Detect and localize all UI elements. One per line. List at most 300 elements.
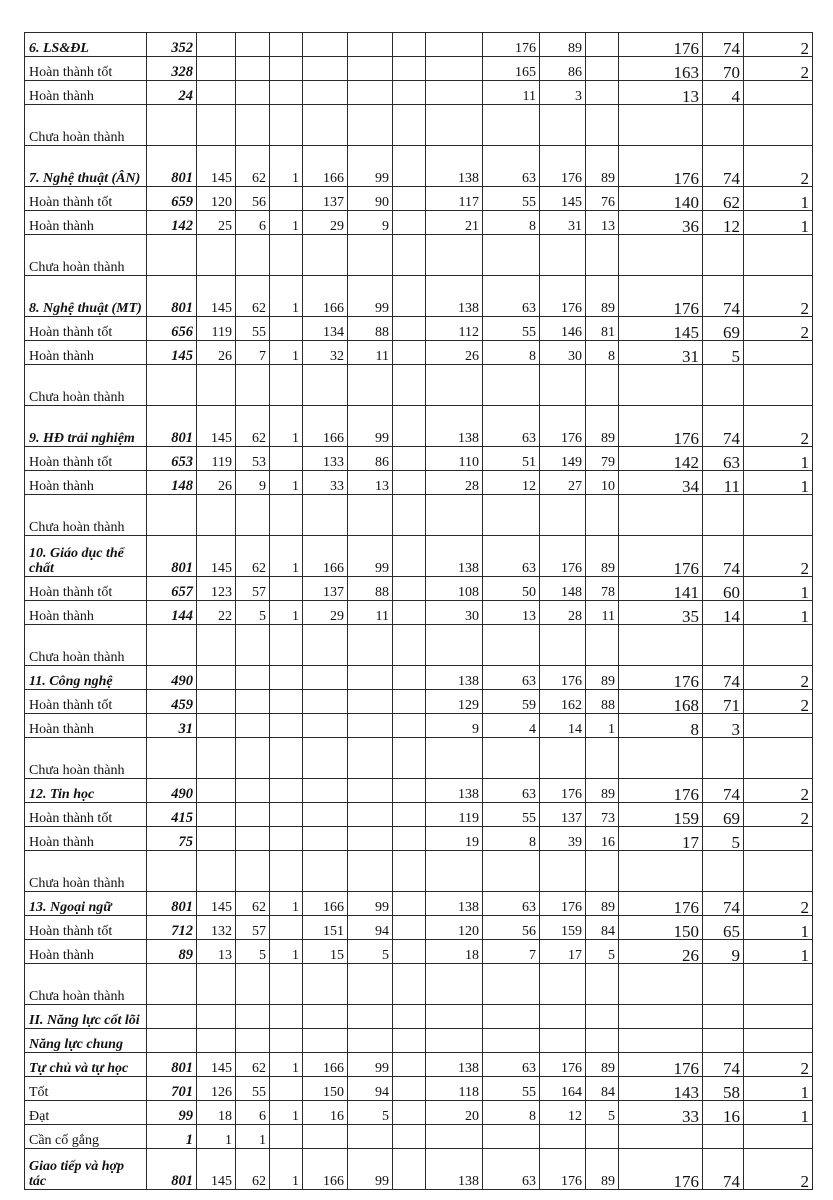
total-cell [147, 495, 197, 536]
value-cell [393, 365, 426, 406]
total-cell: 701 [147, 1077, 197, 1101]
table-row [25, 714, 813, 738]
table-row [25, 1125, 813, 1149]
value-cell [586, 1125, 619, 1149]
total-cell: 75 [147, 827, 197, 851]
value-cell [483, 1125, 540, 1149]
value-cell [348, 738, 393, 779]
value-cell: 11 [703, 471, 744, 495]
value-cell: 1 [236, 1125, 270, 1149]
total-cell [147, 738, 197, 779]
value-cell [744, 105, 813, 146]
value-cell [619, 365, 703, 406]
table-row [25, 447, 813, 471]
row-label: Đạt [25, 1101, 147, 1125]
table-row [25, 738, 813, 779]
value-cell: 1 [270, 146, 303, 187]
table-row [25, 146, 813, 187]
value-cell: 2 [744, 57, 813, 81]
value-cell: 7 [236, 341, 270, 365]
value-cell: 146 [540, 317, 586, 341]
value-cell: 1 [270, 276, 303, 317]
value-cell [303, 365, 348, 406]
value-cell: 78 [586, 577, 619, 601]
value-cell [393, 317, 426, 341]
value-cell [744, 235, 813, 276]
value-cell: 176 [619, 33, 703, 57]
value-cell [270, 105, 303, 146]
value-cell: 99 [348, 1149, 393, 1190]
value-cell [426, 1125, 483, 1149]
value-cell [393, 1029, 426, 1053]
value-cell: 76 [586, 187, 619, 211]
value-cell: 57 [236, 916, 270, 940]
value-cell [270, 1125, 303, 1149]
value-cell: 15 [303, 940, 348, 964]
value-cell: 99 [348, 146, 393, 187]
value-cell: 1 [744, 187, 813, 211]
value-cell: 88 [348, 577, 393, 601]
value-cell [236, 1005, 270, 1029]
value-cell: 119 [426, 803, 483, 827]
value-cell: 6 [236, 1101, 270, 1125]
value-cell [270, 57, 303, 81]
value-cell [236, 964, 270, 1005]
value-cell: 32 [303, 341, 348, 365]
value-cell [270, 916, 303, 940]
value-cell: 31 [619, 341, 703, 365]
value-cell: 166 [303, 1053, 348, 1077]
value-cell: 1 [270, 1053, 303, 1077]
row-label: Hoàn thành [25, 714, 147, 738]
table-row [25, 1101, 813, 1125]
row-label: 8. Nghệ thuật (MT) [25, 276, 147, 317]
value-cell: 108 [426, 577, 483, 601]
value-cell [703, 1005, 744, 1029]
value-cell: 141 [619, 577, 703, 601]
value-cell: 55 [483, 317, 540, 341]
table-row [25, 81, 813, 105]
value-cell [393, 471, 426, 495]
total-cell [147, 851, 197, 892]
value-cell [393, 1053, 426, 1077]
value-cell: 9 [426, 714, 483, 738]
value-cell [540, 851, 586, 892]
value-cell [393, 146, 426, 187]
total-cell: 99 [147, 1101, 197, 1125]
value-cell: 1 [744, 1077, 813, 1101]
value-cell: 1 [270, 601, 303, 625]
total-cell: 657 [147, 577, 197, 601]
value-cell [393, 341, 426, 365]
table-row [25, 940, 813, 964]
value-cell: 138 [426, 146, 483, 187]
value-cell: 56 [483, 916, 540, 940]
value-cell: 16 [703, 1101, 744, 1125]
value-cell: 162 [540, 690, 586, 714]
total-cell: 142 [147, 211, 197, 235]
value-cell: 13 [619, 81, 703, 105]
value-cell: 138 [426, 1149, 483, 1190]
value-cell: 119 [197, 317, 236, 341]
table-row [25, 964, 813, 1005]
value-cell [483, 105, 540, 146]
value-cell: 2 [744, 666, 813, 690]
value-cell: 176 [619, 276, 703, 317]
value-cell [236, 33, 270, 57]
value-cell [270, 317, 303, 341]
value-cell [426, 105, 483, 146]
value-cell: 74 [703, 536, 744, 577]
value-cell [303, 495, 348, 536]
value-cell [348, 666, 393, 690]
value-cell [236, 827, 270, 851]
value-cell: 145 [197, 1149, 236, 1190]
value-cell [303, 1029, 348, 1053]
value-cell: 138 [426, 1053, 483, 1077]
value-cell: 62 [236, 536, 270, 577]
value-cell [303, 690, 348, 714]
value-cell [703, 851, 744, 892]
value-cell [236, 666, 270, 690]
value-cell: 138 [426, 406, 483, 447]
value-cell [586, 57, 619, 81]
value-cell [197, 365, 236, 406]
value-cell: 30 [426, 601, 483, 625]
value-cell [703, 625, 744, 666]
table-row [25, 211, 813, 235]
value-cell [426, 851, 483, 892]
value-cell: 28 [426, 471, 483, 495]
value-cell: 56 [236, 187, 270, 211]
value-cell: 34 [619, 471, 703, 495]
value-cell: 163 [619, 57, 703, 81]
value-cell [393, 827, 426, 851]
value-cell [348, 851, 393, 892]
value-cell [348, 625, 393, 666]
value-cell: 55 [483, 803, 540, 827]
value-cell [270, 625, 303, 666]
value-cell: 13 [483, 601, 540, 625]
value-cell: 126 [197, 1077, 236, 1101]
value-cell: 11 [586, 601, 619, 625]
row-label: Chưa hoàn thành [25, 235, 147, 276]
value-cell: 74 [703, 406, 744, 447]
value-cell: 55 [483, 187, 540, 211]
value-cell: 60 [703, 577, 744, 601]
value-cell: 28 [540, 601, 586, 625]
value-cell [619, 105, 703, 146]
value-cell: 13 [586, 211, 619, 235]
value-cell: 1 [744, 211, 813, 235]
value-cell: 63 [483, 146, 540, 187]
value-cell: 168 [619, 690, 703, 714]
value-cell: 2 [744, 803, 813, 827]
row-label: II. Năng lực cốt lõi [25, 1005, 147, 1029]
value-cell: 2 [744, 1053, 813, 1077]
value-cell [426, 81, 483, 105]
value-cell [197, 738, 236, 779]
value-cell [197, 81, 236, 105]
value-cell: 142 [619, 447, 703, 471]
value-cell: 13 [197, 940, 236, 964]
value-cell: 1 [270, 536, 303, 577]
value-cell: 11 [483, 81, 540, 105]
value-cell: 31 [540, 211, 586, 235]
value-cell [744, 341, 813, 365]
value-cell: 21 [426, 211, 483, 235]
value-cell: 1 [744, 601, 813, 625]
row-label: Hoàn thành [25, 211, 147, 235]
value-cell: 17 [540, 940, 586, 964]
value-cell: 176 [619, 892, 703, 916]
value-cell: 176 [540, 536, 586, 577]
total-cell: 415 [147, 803, 197, 827]
value-cell: 129 [426, 690, 483, 714]
value-cell: 99 [348, 406, 393, 447]
value-cell [197, 803, 236, 827]
value-cell [393, 1125, 426, 1149]
value-cell [540, 625, 586, 666]
table-row [25, 1149, 813, 1190]
value-cell: 99 [348, 892, 393, 916]
value-cell: 62 [703, 187, 744, 211]
value-cell: 89 [586, 536, 619, 577]
total-cell: 328 [147, 57, 197, 81]
value-cell: 70 [703, 57, 744, 81]
value-cell [393, 276, 426, 317]
value-cell: 117 [426, 187, 483, 211]
value-cell: 137 [303, 577, 348, 601]
row-label: Năng lực chung [25, 1029, 147, 1053]
value-cell: 89 [586, 276, 619, 317]
value-cell [393, 495, 426, 536]
value-cell: 63 [483, 892, 540, 916]
value-cell: 74 [703, 146, 744, 187]
total-cell: 801 [147, 276, 197, 317]
value-cell: 145 [619, 317, 703, 341]
value-cell: 176 [540, 666, 586, 690]
value-cell: 11 [348, 341, 393, 365]
value-cell: 150 [619, 916, 703, 940]
value-cell: 11 [348, 601, 393, 625]
value-cell: 33 [619, 1101, 703, 1125]
value-cell [236, 690, 270, 714]
value-cell [744, 1125, 813, 1149]
value-cell: 5 [586, 1101, 619, 1125]
value-cell: 69 [703, 803, 744, 827]
total-cell: 145 [147, 341, 197, 365]
value-cell [270, 714, 303, 738]
value-cell [197, 851, 236, 892]
value-cell: 1 [270, 1149, 303, 1190]
value-cell [483, 365, 540, 406]
total-cell: 148 [147, 471, 197, 495]
value-cell [393, 916, 426, 940]
total-cell [147, 964, 197, 1005]
value-cell: 89 [586, 779, 619, 803]
value-cell: 58 [703, 1077, 744, 1101]
value-cell: 176 [619, 406, 703, 447]
table-row [25, 779, 813, 803]
value-cell: 8 [586, 341, 619, 365]
value-cell: 145 [197, 406, 236, 447]
value-cell: 1 [744, 916, 813, 940]
row-label: Chưa hoàn thành [25, 851, 147, 892]
value-cell: 88 [586, 690, 619, 714]
value-cell [540, 105, 586, 146]
row-label: Hoàn thành [25, 81, 147, 105]
value-cell [540, 1029, 586, 1053]
value-cell: 164 [540, 1077, 586, 1101]
value-cell: 89 [586, 1053, 619, 1077]
value-cell: 89 [540, 33, 586, 57]
table-row [25, 495, 813, 536]
value-cell: 8 [483, 827, 540, 851]
value-cell [303, 33, 348, 57]
value-cell: 62 [236, 276, 270, 317]
value-cell: 89 [586, 146, 619, 187]
row-label: 10. Giáo dục thể chất [25, 536, 147, 577]
value-cell [744, 1029, 813, 1053]
value-cell [236, 779, 270, 803]
value-cell [393, 964, 426, 1005]
value-cell: 12 [483, 471, 540, 495]
value-cell [703, 495, 744, 536]
value-cell: 1 [197, 1125, 236, 1149]
table-row [25, 803, 813, 827]
value-cell: 176 [540, 779, 586, 803]
value-cell: 63 [703, 447, 744, 471]
value-cell [236, 738, 270, 779]
table-row [25, 105, 813, 146]
value-cell [270, 577, 303, 601]
value-cell: 8 [483, 1101, 540, 1125]
total-cell [147, 365, 197, 406]
value-cell: 176 [540, 1053, 586, 1077]
table-row [25, 235, 813, 276]
value-cell: 110 [426, 447, 483, 471]
value-cell [744, 625, 813, 666]
row-label: Hoàn thành [25, 471, 147, 495]
value-cell: 118 [426, 1077, 483, 1101]
row-label: Hoàn thành tốt [25, 690, 147, 714]
value-cell [703, 1125, 744, 1149]
table-row [25, 1005, 813, 1029]
value-cell [303, 779, 348, 803]
value-cell [619, 851, 703, 892]
value-cell: 14 [703, 601, 744, 625]
total-cell: 31 [147, 714, 197, 738]
value-cell: 25 [197, 211, 236, 235]
value-cell [393, 187, 426, 211]
value-cell [393, 1149, 426, 1190]
value-cell [348, 235, 393, 276]
row-label: Hoàn thành tốt [25, 803, 147, 827]
value-cell [586, 1005, 619, 1029]
value-cell: 63 [483, 1149, 540, 1190]
value-cell: 74 [703, 779, 744, 803]
value-cell: 55 [236, 317, 270, 341]
table-row [25, 1053, 813, 1077]
value-cell: 94 [348, 1077, 393, 1101]
value-cell: 50 [483, 577, 540, 601]
table-row [25, 276, 813, 317]
value-cell [703, 365, 744, 406]
row-label: Hoàn thành tốt [25, 187, 147, 211]
value-cell [270, 187, 303, 211]
value-cell [744, 1005, 813, 1029]
value-cell [540, 235, 586, 276]
value-cell: 18 [197, 1101, 236, 1125]
value-cell: 1 [744, 471, 813, 495]
value-cell: 3 [540, 81, 586, 105]
value-cell [270, 779, 303, 803]
value-cell [619, 738, 703, 779]
value-cell: 5 [703, 827, 744, 851]
total-cell: 490 [147, 779, 197, 803]
value-cell [619, 235, 703, 276]
value-cell [393, 536, 426, 577]
value-cell: 74 [703, 666, 744, 690]
value-cell [270, 1029, 303, 1053]
value-cell [270, 738, 303, 779]
value-cell: 133 [303, 447, 348, 471]
value-cell [197, 666, 236, 690]
value-cell [540, 495, 586, 536]
value-cell: 145 [197, 276, 236, 317]
value-cell: 165 [483, 57, 540, 81]
row-label: 7. Nghệ thuật (ÂN) [25, 146, 147, 187]
value-cell [303, 57, 348, 81]
value-cell [426, 235, 483, 276]
value-cell: 112 [426, 317, 483, 341]
value-cell [393, 406, 426, 447]
value-cell [540, 738, 586, 779]
value-cell: 120 [426, 916, 483, 940]
value-cell: 65 [703, 916, 744, 940]
value-cell [703, 235, 744, 276]
value-cell [197, 1029, 236, 1053]
value-cell: 4 [483, 714, 540, 738]
value-cell [270, 690, 303, 714]
value-cell [619, 625, 703, 666]
row-label: Chưa hoàn thành [25, 964, 147, 1005]
value-cell: 166 [303, 406, 348, 447]
value-cell: 74 [703, 1149, 744, 1190]
value-cell [270, 803, 303, 827]
value-cell [270, 851, 303, 892]
value-cell [393, 779, 426, 803]
value-cell: 137 [303, 187, 348, 211]
value-cell: 62 [236, 146, 270, 187]
value-cell: 8 [483, 211, 540, 235]
total-cell: 653 [147, 447, 197, 471]
value-cell [619, 1125, 703, 1149]
value-cell [303, 1125, 348, 1149]
value-cell: 1 [744, 577, 813, 601]
value-cell: 84 [586, 1077, 619, 1101]
value-cell: 29 [303, 211, 348, 235]
table-row [25, 666, 813, 690]
value-cell [303, 964, 348, 1005]
value-cell [270, 1077, 303, 1101]
results-table [24, 32, 813, 1190]
value-cell: 2 [744, 406, 813, 447]
row-label: 13. Ngoại ngữ [25, 892, 147, 916]
total-cell: 801 [147, 1149, 197, 1190]
total-cell: 712 [147, 916, 197, 940]
